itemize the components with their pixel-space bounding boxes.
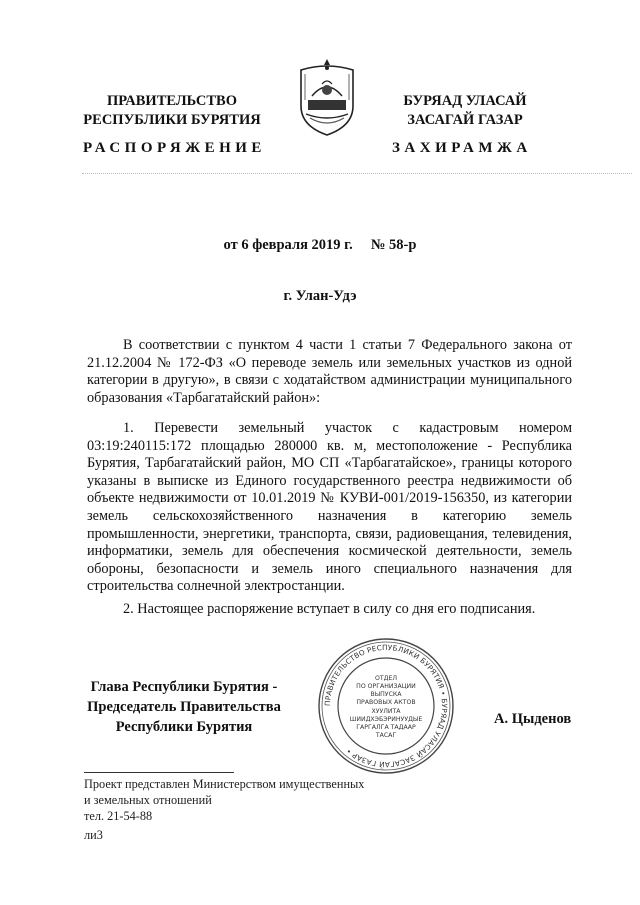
buryatia-coat-of-arms-icon (296, 56, 358, 138)
footer-phone: тел. 21-54-88 (84, 809, 153, 823)
header-divider (82, 173, 632, 174)
stamp-line-1: ОТДЕЛ (374, 675, 398, 682)
stamp-line-6: ШИИДХЭБЭРИНУУДЫЕ (349, 716, 423, 723)
document-type-buryat: ЗАХИРАМЖА (392, 140, 532, 156)
clause-1-paragraph: 1. Перевести земельный участок с кадастровым номером 03:19:240115:172 площадью 280000 кв. м, местоположение - Республика Бурятия, Тарбагатайский район, МО СП «Тарбагатайское», границы которого указаны в выписке из Единого государственного реестра недвижимости об объекте недвижимости от 10.01.2019 № КУВИ-001/2019-156350, из категории земель сельскохозяйственного назначения в категорию земель промышленности, энергетики, транспорта, связи, радиовещания, телевидения, информатики, земель для обеспечения космической деятельности, земель обороны, безопасности и земель иного специального назначения для строительства солнечной электростанции. (87, 420, 572, 595)
footer-divider (84, 772, 234, 773)
preamble-paragraph: В соответствии с пунктом 4 части 1 статьи 7 Федерального закона от 21.12.2004 № 172-ФЗ «О переводе земель или земельных участков из одной категории в другую», в связи с ходатайством администрации муниципального образования «Тарбагатайский район»: (87, 337, 572, 406)
stamp-line-4: ПРАВОВЫХ АКТОВ (356, 699, 416, 706)
signatory-title (84, 677, 284, 737)
issuer-line-2: РЕСПУБЛИКИ БУРЯТИЯ (83, 112, 261, 128)
signatory-title-line-2: Председатель Правительства (87, 699, 281, 715)
issuer-name-russian (62, 92, 282, 130)
issuer-line-1: ПРАВИТЕЛЬСТВО (107, 93, 237, 109)
document-type-russian: РАСПОРЯЖЕНИЕ (83, 140, 266, 156)
date-number-text: от 6 февраля 2019 г. № 58-р (223, 237, 417, 253)
footer-line-2: и земельных отношений (84, 793, 212, 807)
stamp-line-7: ГАРГАЛГА ТАДААР (356, 724, 416, 731)
document-date-number (0, 237, 640, 254)
signatory-title-line-3: Республики Бурятия (115, 719, 253, 735)
stamp-line-3: ВЫПУСКА (370, 691, 402, 698)
stamp-ring-text: ПРАВИТЕЛЬСТВО РЕСПУБЛИКИ БУРЯТИЯ • БУРЯАД УЛАСАЙ ЗАСАГАЙ ГАЗАР • (322, 642, 450, 770)
footer-line-1: Проект представлен Министерством имущественных (84, 777, 365, 791)
issuer-buryat-line-2: ЗАСАГАЙ ГАЗАР (407, 112, 523, 128)
issuer-buryat-line-1: БУРЯАД УЛАСАЙ (403, 93, 527, 109)
document-city: г. Улан-Удэ (283, 288, 357, 304)
signatory-title-line-1: Глава Республики Бурятия - (90, 679, 278, 695)
official-stamp (316, 636, 456, 776)
footer-initials: ли3 (84, 828, 103, 842)
stamp-line-2: ПО ОРГАНИЗАЦИИ (356, 683, 416, 690)
clause-2-paragraph: 2. Настоящее распоряжение вступает в силу со дня его подписания. (123, 601, 536, 617)
stamp-line-5: ХУУЛИТА (371, 708, 401, 715)
footer-note (84, 776, 364, 843)
issuer-name-buryat (370, 92, 560, 130)
signatory-name: А. Цыденов (494, 711, 572, 727)
stamp-line-8: ТАСАГ (375, 732, 397, 739)
